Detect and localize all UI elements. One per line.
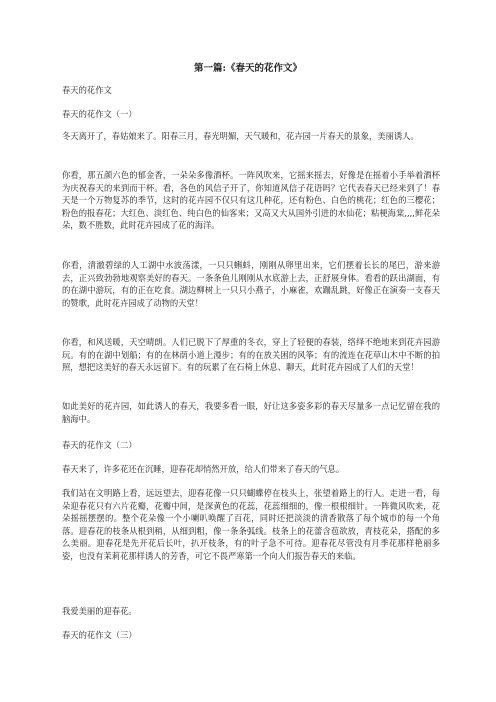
- body-paragraph: 你看，那五颜六色的郁金香，一朵朵多像酒杯。一阵风吹来，它摇来摇去，好像是在摇着小手举着酒杯为庆祝春天的来到而干杯。看，各色的风信子开了，你知道风信子花语吗？它代表春天已经来到了！春天是一个万物复苏的季节，这时的花卉园不仅只有这几种花，还有粉色、白色的桃花；红色的三樱花；粉色的报春花；大红色、淡红色、纯白色的仙客来；又高又大从国外引进的水仙花；粘梗海棠,,,,鲜花朵朵，数不胜数，此时花卉园成了花的海洋。: [62, 170, 440, 230]
- section-heading: 春天的花作文（三）: [62, 630, 137, 640]
- body-paragraph: 我们站在文明路上看，远远望去，迎春花像一只只蝴蝶停在枝头上，张望着路上的行人。走进一看，每朵迎春花只有六片花瓣，花瓣中间，是深黄色的花蕊，花蕊细细的，像一根根细针。一阵微风吹来，花朵摇摇摆摆的。整个花朵像一个小喇叭唤醒了百花，同时还把淡淡的清香散落了每个城市的每一个角落。迎春花的枝条从根到稍，从细到粗，像一条条弧线。枝条上的花蕾含苞欲放，青枝花朵，搭配的多么美丽。迎春花是先开花后长叶，扒开枝条，有的叶子急不可待。迎春花尽管没有月季花那样艳丽多姿，也没有茉莉花那样诱人的芳香，可它不畏严寒第一个向人们报告春天的来临。: [62, 488, 440, 561]
- body-paragraph: 冬天离开了，春姑娘来了。阳春三月，春光明媚，天气暖和，花卉园一片春天的景象，美丽诱人。: [62, 131, 419, 141]
- section-heading: 春天的花作文（二）: [62, 440, 137, 450]
- section-heading: 春天的花作文（一）: [62, 109, 137, 119]
- body-paragraph: 你看，清澈碧绿的人工湖中水波荡漾，一只只蝌蚪，刚刚从卵里出来，它们摆着长长的尾巴，游来游去，正兴致勃勃地观察美好的春天。一条条鱼儿刚刚从水底游上去，正舒展身体。看看的跃出湖面，有的在湖中游玩，有的正在吃食。湖边柳树上一只只小燕子，小麻雀，欢蹦乱跳，好像正在演奏一支春天的赞歌，此时花卉园成了动物的天堂！: [62, 260, 440, 308]
- body-paragraph: 我爱美丽的迎春花。: [62, 606, 137, 616]
- body-paragraph: 你看，和风送暖，天空晴朗。人们已脱下了厚重的冬衣，穿上了轻便的春装，络绎不绝地来到花卉园游玩。有的在湖中划船；有的在林荫小道上漫步；有的在放关困的风筝；有的流连在花草山木中不断的拍照，想把这美好的春天永远留下。有的玩累了在石椅上休息、聊天，此时花卉园成了人们的天堂！: [62, 337, 440, 372]
- body-paragraph: 春天来了，许多花还在沉睡，迎春花却悄然开放，给人们带来了春天的气息。: [62, 464, 345, 474]
- document-title: 第一篇:《春天的花作文》: [193, 63, 302, 74]
- body-paragraph: 如此美好的花卉园，如此诱人的春天，我要多看一眼，好让这多姿多彩的春天尽量多一点记忆留在我的脑海中。: [62, 401, 440, 424]
- section-heading: 春天的花作文: [62, 85, 112, 95]
